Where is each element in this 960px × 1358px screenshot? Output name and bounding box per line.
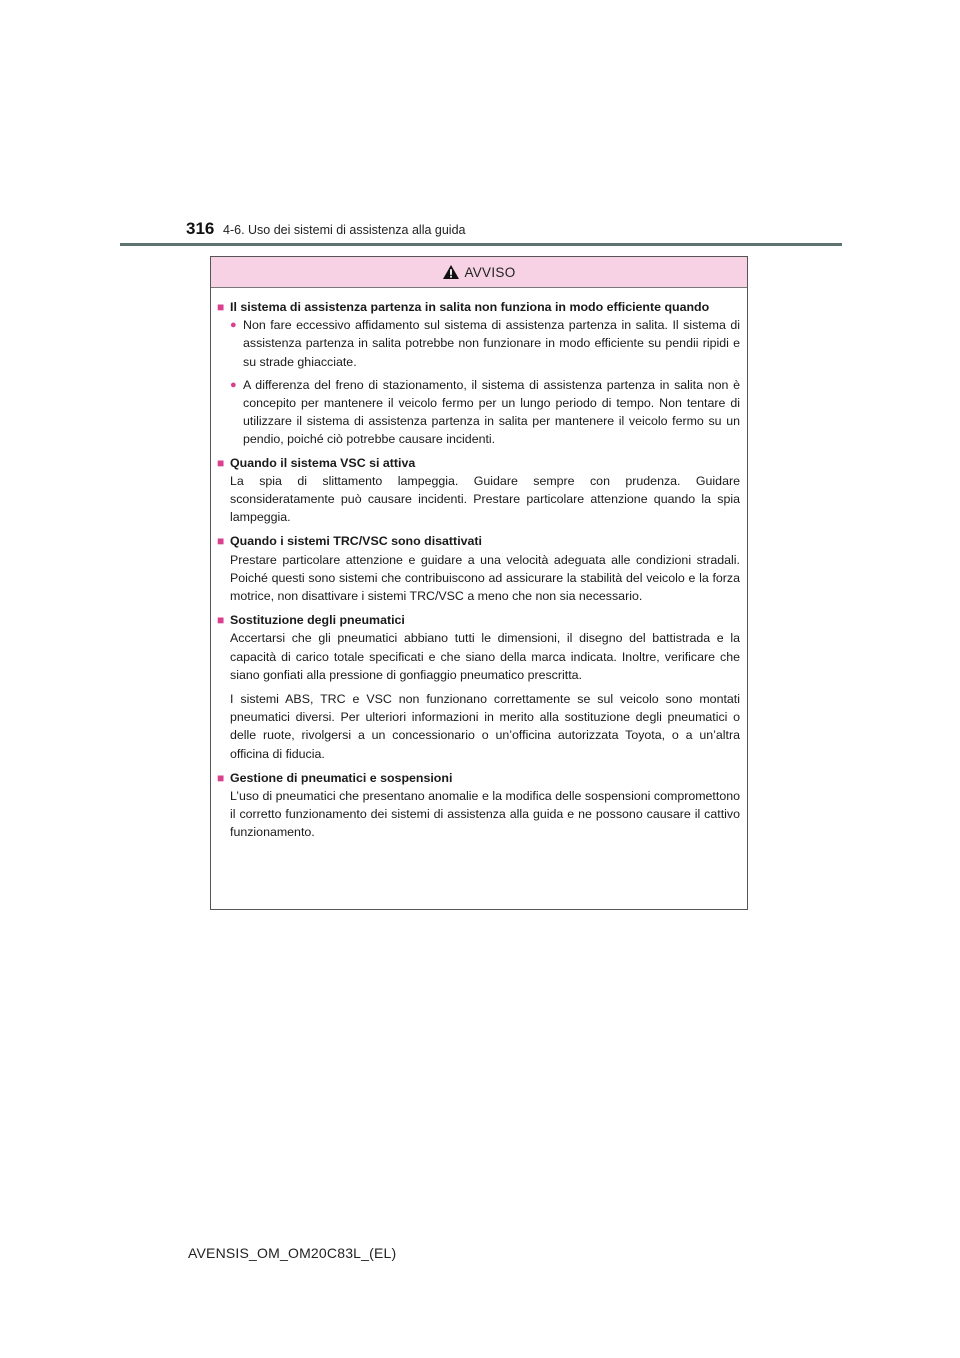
page-number: 316 [186,219,215,238]
section-title-text: Gestione di pneumatici e sospensioni [230,770,453,785]
section-hill-start-assist [217,298,740,449]
section-title [217,298,740,316]
section-title-text: Quando il sistema VSC si attiva [230,455,416,470]
section-title [217,611,740,629]
warning-box [210,256,748,910]
section-title [217,532,740,550]
section-paragraphs [230,551,740,606]
paragraph: L’uso di pneumatici che presentano anomalie e la modifica delle sospensioni compromettono il corretto funzionamento dei sistemi di assistenza alla guida e ne possono causare il cattivo funzionamento. [230,789,740,840]
square-bullet-icon: ■ [217,534,225,549]
warning-title: AVVISO [464,264,516,280]
warning-triangle-icon [442,264,460,280]
header-rule [120,243,842,246]
round-bullet-icon: ● [230,378,237,391]
section-tires-suspension [217,769,740,842]
warning-header [211,257,747,288]
section-paragraphs [230,629,740,762]
list-item [230,376,740,449]
section-title [217,769,740,787]
section-vsc-active [217,454,740,527]
list-item-text: A differenza del freno di stazionamento, il sistema di assistenza partenza in salita non è concepito per mantenere il veicolo fermo per un lungo periodo di tempo. Non tentare di utilizzare il sistema di assistenza partenza in salita per mantenere il veicolo fermo su un pendio, poiché ciò potrebbe causare incidenti. [243,377,740,447]
square-bullet-icon: ■ [217,613,225,628]
square-bullet-icon: ■ [217,300,225,314]
section-paragraphs [230,472,740,527]
section-tire-replacement [217,611,740,763]
square-bullet-icon: ■ [217,770,225,785]
section-paragraphs [230,787,740,842]
section-trc-vsc-off [217,532,740,605]
paragraph: I sistemi ABS, TRC e VSC non funzionano correttamente se sul veicolo sono montati pneumatici diversi. Per ulteriori informazioni in merito alla sostituzione degli pneumatici o delle ruote, rivolgersi a un concessionario o un’officina autorizzata Toyota, o a un’altra officina di fiducia. [230,692,740,761]
paragraph: La spia di slittamento lampeggia. Guidare sempre con prudenza. Guidare sconsideratamente può causare incidenti. Prestare particolare attenzione quando la spia lampeggia. [230,473,740,525]
list-item [230,316,740,371]
chapter-title: 4-6. Uso dei sistemi di assistenza alla guida [223,223,466,237]
list-item-text: Non fare eccessivo affidamento sul sistema di assistenza partenza in salita. Il sistema di assistenza partenza in salita potrebbe non funzionare in modo efficiente su pendii ripidi e su strade ghiacciate. [243,318,740,369]
round-bullet-icon: ● [230,319,237,332]
section-title-text: Quando i sistemi TRC/VSC sono disattivati [230,534,482,549]
warning-body [211,288,747,842]
paragraph: Prestare particolare attenzione e guidare a una velocità adeguata alle condizioni stradali. Poiché questi sono sistemi che contribuiscono ad assicurare la stabilità del veicolo e la forza motrice, non disattivare i sistemi TRC/VSC a meno che non sia necessario. [230,552,740,604]
paragraph: Accertarsi che gli pneumatici abbiano tutti le dimensioni, il disegno del battistrada e la capacità di carico totale specificati e che siano della marca indicata. Inoltre, verificare che siano gonfiati alla pressione di gonfiaggio pneumatico prescritta. [230,631,740,682]
section-title-text: Il sistema di assistenza partenza in salita non funziona in modo efficiente quando [230,300,710,314]
square-bullet-icon: ■ [217,455,225,470]
document-code: AVENSIS_OM_OM20C83L_(EL) [188,1245,397,1261]
section-title [217,454,740,472]
section-title-text: Sostituzione degli pneumatici [230,613,405,628]
